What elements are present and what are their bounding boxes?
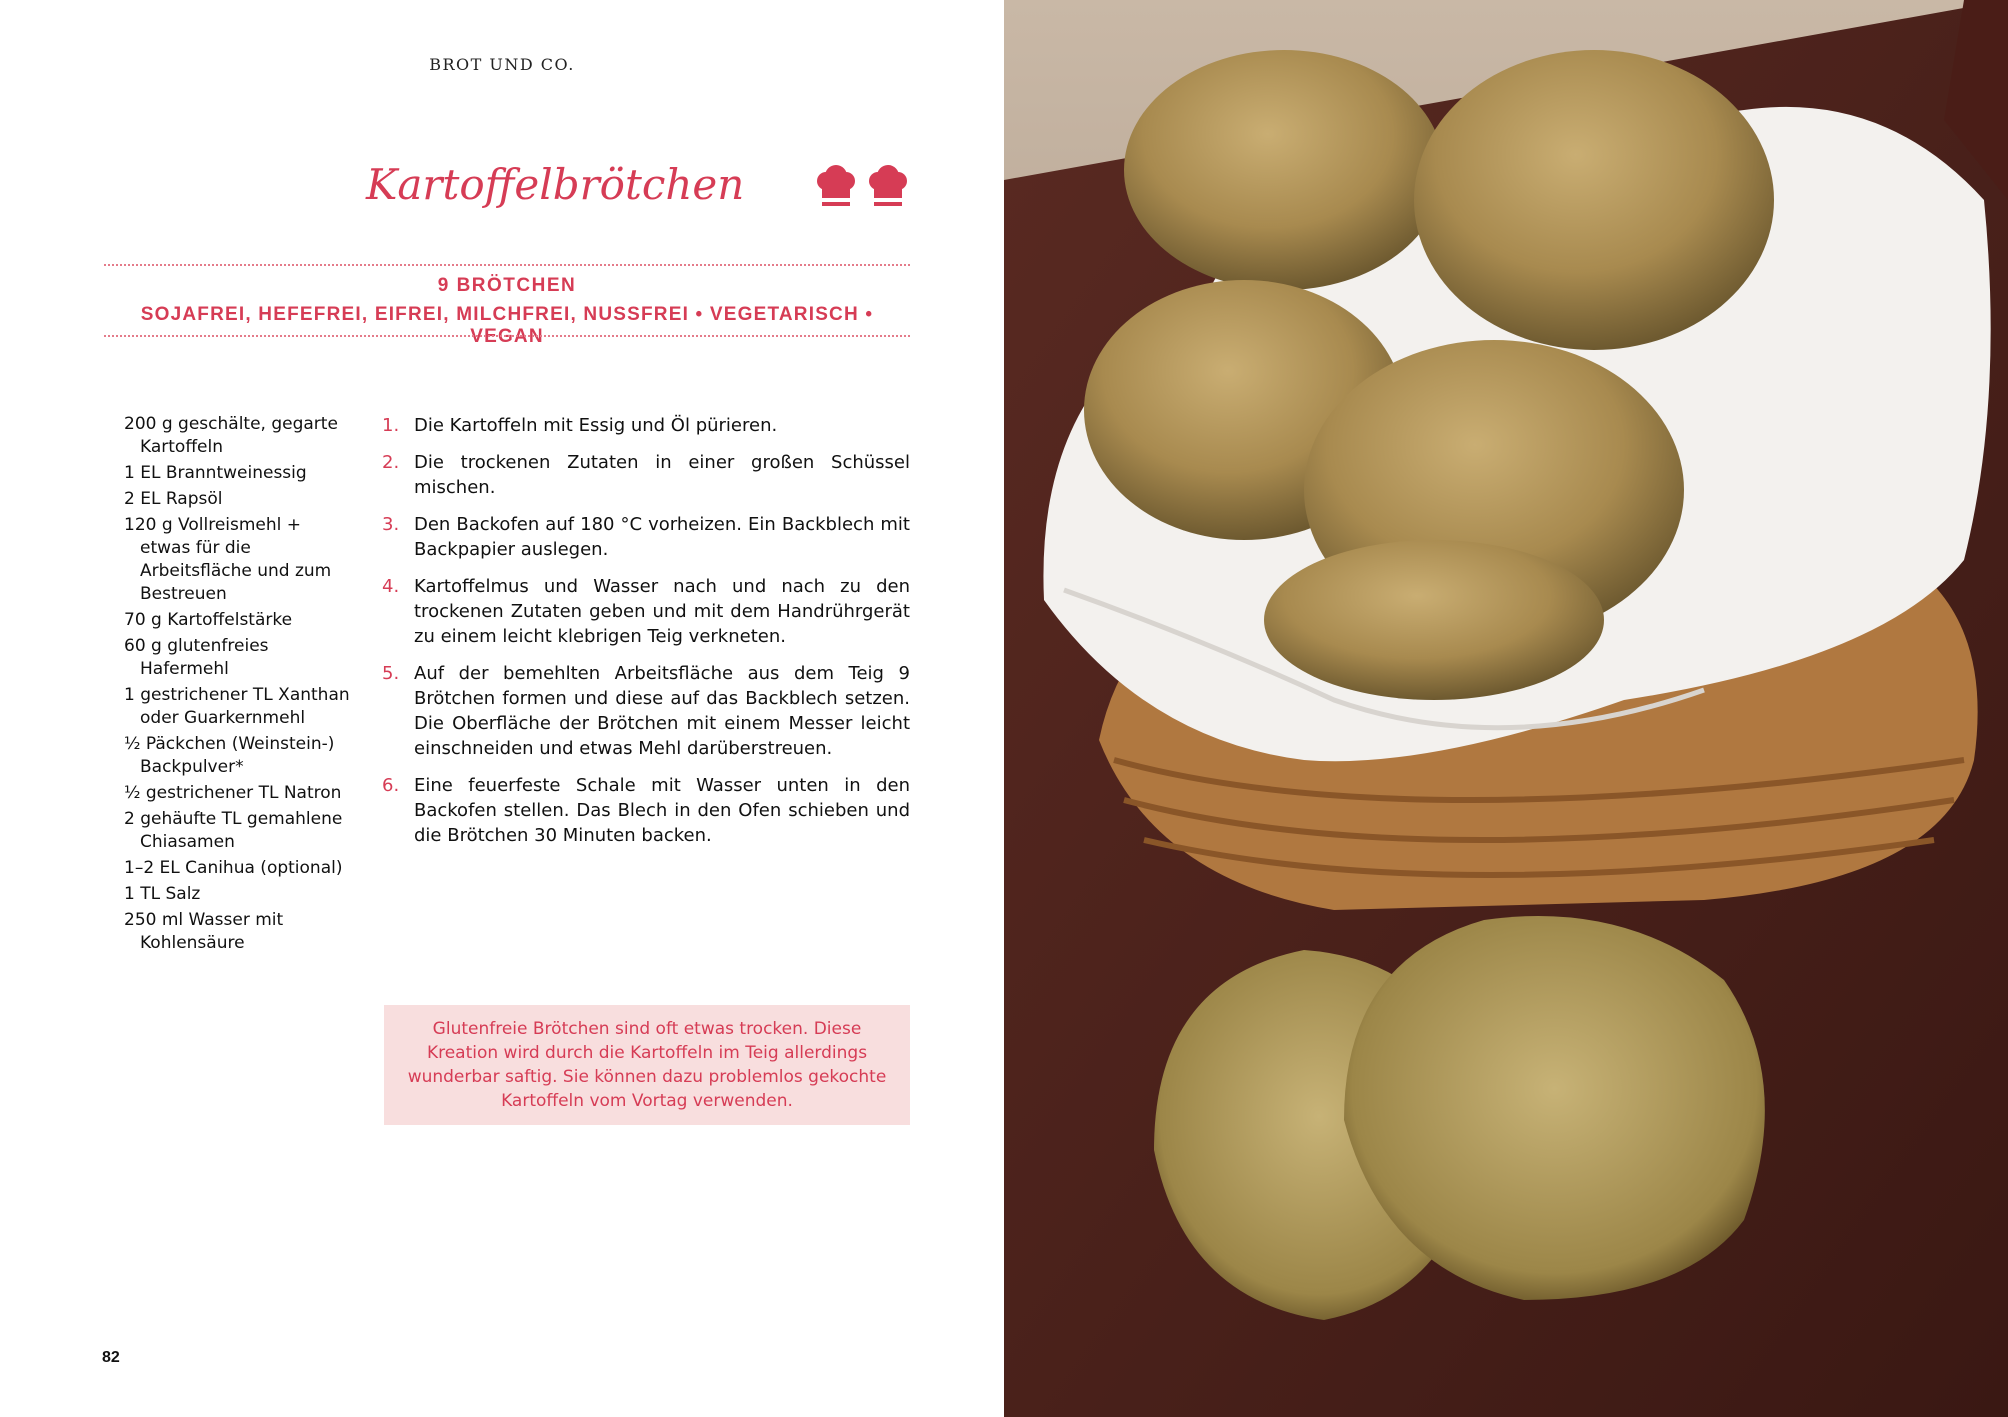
ingredient-item: 1 gestrichener TL Xanthan oder Guarkernmehl: [124, 685, 350, 728]
recipe-title: Kartoffelbrötchen: [366, 160, 745, 209]
ingredient-item: 2 gehäufte TL gemahlene Chiasamen: [124, 809, 343, 852]
ingredient-item: 250 ml Wasser mit Kohlensäure: [124, 910, 284, 953]
divider-top: [104, 264, 910, 266]
step-number: 3.: [382, 514, 400, 535]
step-text: Die trockenen Zutaten in einer großen Schüssel mischen.: [414, 452, 910, 498]
difficulty-rating: [816, 165, 912, 213]
step-text: Den Backofen auf 180 °C vorheizen. Ein Backblech mit Backpapier auslegen.: [414, 514, 910, 560]
divider-bottom: [104, 335, 910, 337]
step-number: 5.: [382, 663, 400, 684]
ingredient-list: [124, 413, 354, 958]
step-item: [382, 773, 910, 848]
ingredient-item: 2 EL Rapsöl: [124, 489, 223, 509]
ingredient-item: ½ Päckchen (Weinstein-) Backpulver*: [124, 734, 335, 777]
step-number: 4.: [382, 576, 400, 597]
ingredient-item: 70 g Kartoffelstärke: [124, 610, 293, 630]
step-number: 1.: [382, 415, 400, 436]
step-text: Eine feuerfeste Schale mit Wasser unten in den Backofen stellen. Das Blech in den Ofen schieben und die Brötchen 30 Minuten backen.: [414, 775, 910, 846]
chef-hat-icon: [817, 165, 855, 206]
ingredient-item: 1–2 EL Canihua (optional): [124, 858, 343, 878]
step-item: [382, 512, 910, 562]
ingredient-item: 60 g glutenfreies Hafermehl: [124, 636, 269, 679]
ingredient-item: 200 g geschälte, gegarte Kartoffeln: [124, 414, 338, 457]
page-number: 82: [102, 1349, 120, 1366]
step-text: Kartoffelmus und Wasser nach und nach zu den trockenen Zutaten geben und mit dem Handrührgerät zu einem leicht klebrigen Teig verkneten.: [414, 576, 910, 647]
ingredient-item: 1 EL Branntweinessig: [124, 463, 307, 483]
step-number: 2.: [382, 452, 400, 473]
step-item: [382, 450, 910, 500]
section-header: BROT UND CO.: [429, 55, 575, 74]
step-list: [382, 413, 910, 860]
ingredient-item: 120 g Vollreismehl + etwas für die Arbeitsfläche und zum Bestreuen: [124, 515, 332, 604]
diet-tags: SOJAFREI, HEFEFREI, EIFREI, MILCHFREI, NUSSFREI • VEGETARISCH • VEGAN: [140, 304, 874, 347]
step-text: Auf der bemehlten Arbeitsfläche aus dem Teig 9 Brötchen formen und diese auf das Backblech setzen. Die Oberfläche der Brötchen mit einem Messer leicht einschneiden und etwas Mehl darüberstreuen.: [414, 663, 910, 759]
tip-box: Glutenfreie Brötchen sind oft etwas trocken. Diese Kreation wird durch die Kartoffeln im Teig allerdings wunderbar saftig. Sie können dazu problemlos gekochte Kartoffeln vom Vortag verwenden.: [384, 1005, 910, 1125]
step-item: [382, 413, 910, 438]
ingredient-item: ½ gestrichener TL Natron: [124, 783, 342, 803]
step-item: [382, 574, 910, 649]
step-number: 6.: [382, 775, 400, 796]
recipe-photo: [1004, 0, 2008, 1417]
ingredient-item: 1 TL Salz: [124, 884, 201, 904]
recipe-yield: 9 BRÖTCHEN: [437, 275, 577, 296]
chef-hat-icon: [869, 165, 907, 206]
step-text: Die Kartoffeln mit Essig und Öl pürieren.: [414, 415, 778, 436]
step-item: [382, 661, 910, 761]
